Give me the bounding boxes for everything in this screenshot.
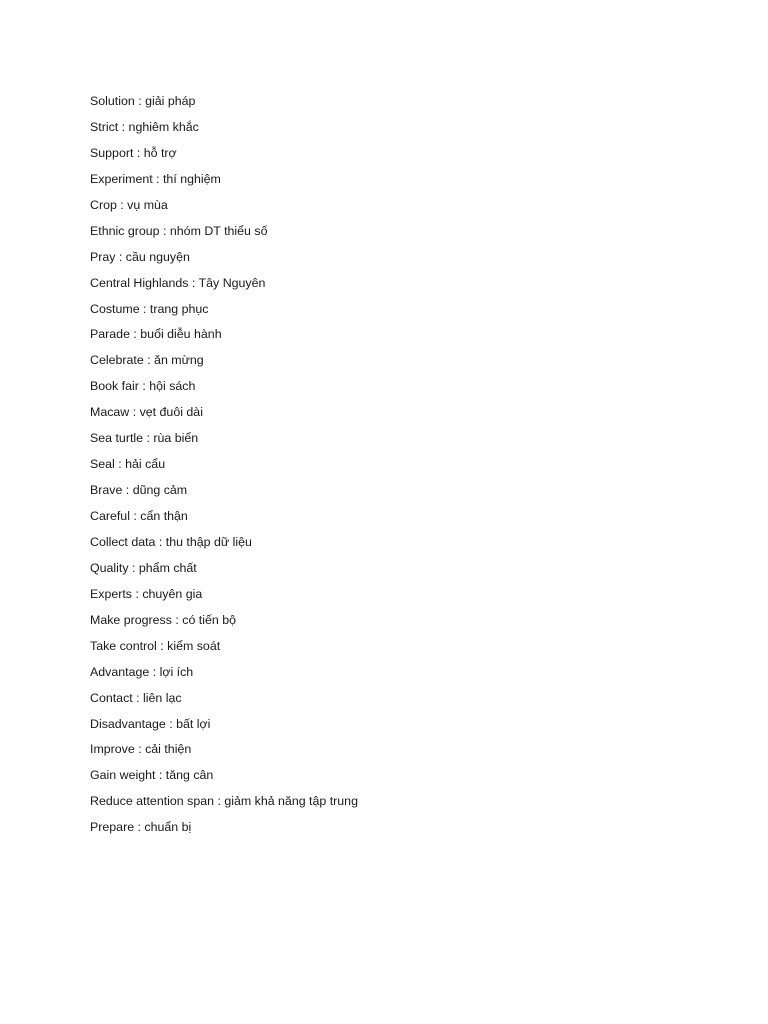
vocabulary-entry: Collect data : thu thập dữ liệu bbox=[90, 534, 252, 549]
vocabulary-entry: Crop : vụ mùa bbox=[90, 197, 168, 212]
vocabulary-entry: Gain weight : tăng cân bbox=[90, 768, 214, 783]
vocabulary-entry: Prepare : chuẩn bị bbox=[90, 820, 192, 835]
vocabulary-entry: Disadvantage : bất lợi bbox=[90, 716, 211, 731]
vocabulary-entry: Advantage : lợi ích bbox=[90, 664, 194, 679]
vocabulary-entry: Central Highlands : Tây Nguyên bbox=[90, 275, 266, 290]
vocabulary-entry: Ethnic group : nhóm DT thiểu số bbox=[90, 223, 268, 238]
vocabulary-entry: Reduce attention span : giảm khả năng tập trung bbox=[90, 794, 358, 809]
vocabulary-entry: Seal : hải cẩu bbox=[90, 457, 166, 472]
vocabulary-entry: Solution : giải pháp bbox=[90, 94, 196, 108]
vocabulary-entry: Take control : kiểm soát bbox=[90, 638, 221, 653]
vocabulary-entry: Support : hỗ trợ bbox=[90, 145, 177, 160]
vocabulary-entry: Macaw : vẹt đuôi dài bbox=[90, 405, 203, 420]
vocabulary-entry: Sea turtle : rùa biển bbox=[90, 431, 199, 446]
vocabulary-entry: Parade : buổi diễu hành bbox=[90, 327, 222, 342]
vocabulary-entry: Make progress : có tiến bộ bbox=[90, 612, 237, 627]
vocabulary-entry: Book fair : hội sách bbox=[90, 379, 196, 394]
vocabulary-entry: Brave : dũng cảm bbox=[90, 483, 188, 498]
vocabulary-entry: Improve : cải thiện bbox=[90, 742, 192, 757]
vocabulary-entry: Costume : trang phục bbox=[90, 301, 209, 316]
vocabulary-entry: Strict : nghiêm khắc bbox=[90, 119, 199, 134]
vocabulary-entry: Experts : chuyên gia bbox=[90, 586, 203, 601]
vocabulary-list bbox=[90, 92, 358, 844]
vocabulary-entry: Experiment : thí nghiệm bbox=[90, 171, 221, 186]
vocabulary-entry: Quality : phẩm chất bbox=[90, 560, 197, 575]
vocabulary-entry: Celebrate : ăn mừng bbox=[90, 353, 204, 368]
vocabulary-entry: Contact : liên lạc bbox=[90, 690, 182, 705]
vocabulary-entry: Careful : cẩn thận bbox=[90, 509, 188, 523]
vocabulary-entry: Pray : cầu nguyện bbox=[90, 249, 190, 264]
